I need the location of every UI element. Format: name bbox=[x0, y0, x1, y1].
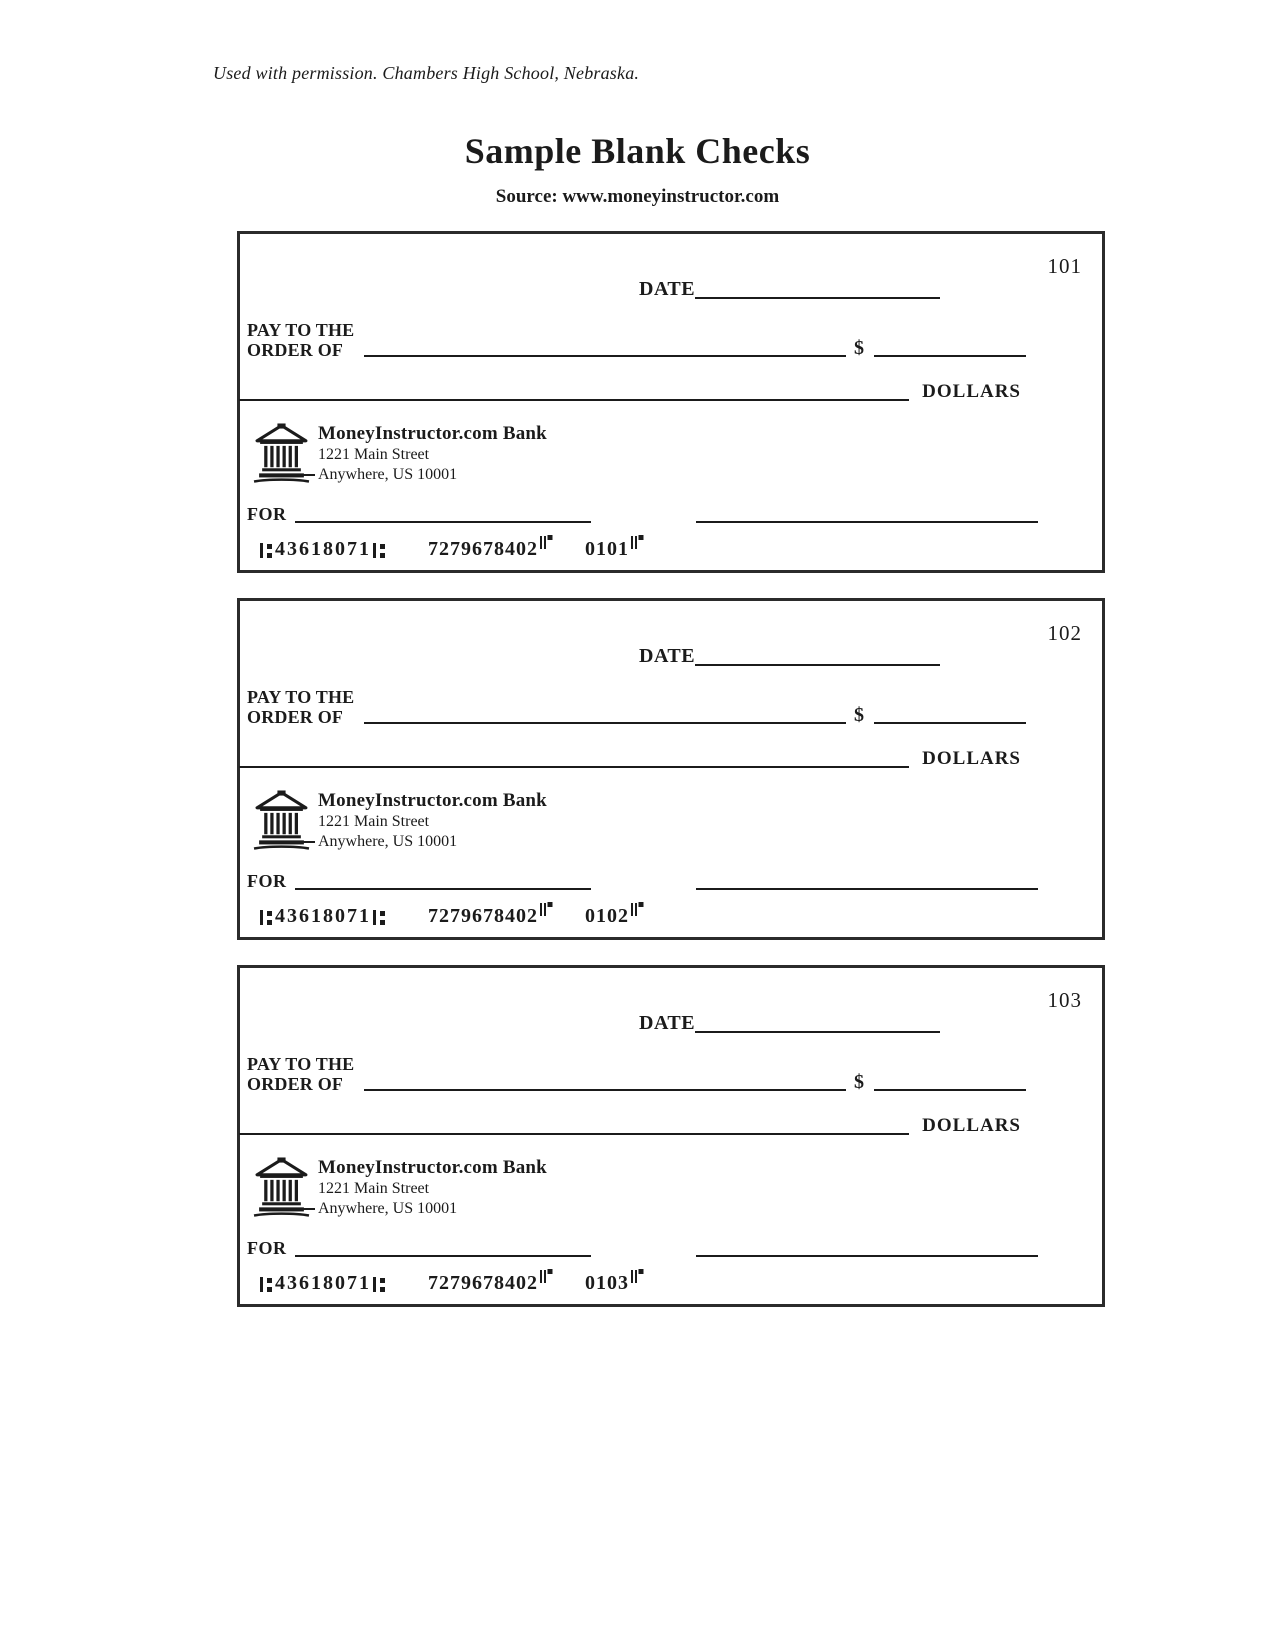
order-of-label: ORDER OF bbox=[247, 340, 344, 360]
memo-line bbox=[295, 520, 591, 523]
dollars-label: DOLLARS bbox=[922, 748, 1021, 769]
for-label: FOR bbox=[247, 504, 287, 524]
pay-to-order-label bbox=[247, 320, 354, 360]
for-label: FOR bbox=[247, 1238, 287, 1258]
signature-line bbox=[696, 1254, 1038, 1257]
micr-transit-icon bbox=[260, 1275, 273, 1295]
memo-row bbox=[247, 504, 1038, 525]
payee-line bbox=[364, 721, 846, 724]
attribution-text: Used with permission. Chambers High School, Nebraska. bbox=[213, 63, 640, 83]
bank-block bbox=[253, 789, 547, 852]
bank-city: Anywhere, US 10001 bbox=[318, 465, 547, 485]
micr-on-us-icon bbox=[540, 1269, 553, 1284]
micr-transit-icon bbox=[373, 1275, 386, 1295]
micr-on-us-icon bbox=[631, 1269, 644, 1284]
micr-transit-icon bbox=[373, 541, 386, 561]
page-title: Sample Blank Checks bbox=[464, 131, 811, 171]
date-row bbox=[639, 278, 940, 301]
memo-row bbox=[247, 871, 1038, 892]
micr-transit-icon bbox=[373, 908, 386, 928]
micr-account-number: 7279678402 bbox=[428, 905, 538, 927]
micr-transit-icon bbox=[260, 908, 273, 928]
check-number: 102 bbox=[1047, 621, 1082, 645]
micr-routing-number: 43618071 bbox=[275, 905, 371, 927]
checks-column bbox=[237, 231, 1105, 1332]
order-of-label: ORDER OF bbox=[247, 1074, 344, 1094]
for-label: FOR bbox=[247, 871, 287, 891]
date-label: DATE bbox=[639, 278, 696, 300]
payee-row bbox=[247, 687, 1026, 727]
memo-line bbox=[295, 1254, 591, 1257]
memo-row bbox=[247, 1238, 1038, 1259]
order-of-label: ORDER OF bbox=[247, 707, 344, 727]
payee-row bbox=[247, 1054, 1026, 1094]
dollars-label: DOLLARS bbox=[922, 381, 1021, 402]
micr-on-us-icon bbox=[540, 535, 553, 550]
payee-line bbox=[364, 354, 846, 357]
bank-name: MoneyInstructor.com Bank bbox=[318, 790, 547, 811]
micr-account-number: 7279678402 bbox=[428, 1272, 538, 1294]
blank-check-101 bbox=[237, 231, 1105, 573]
bank-street: 1221 Main Street bbox=[318, 446, 430, 463]
date-row bbox=[639, 645, 940, 668]
payee-row bbox=[247, 320, 1026, 360]
bank-city: Anywhere, US 10001 bbox=[318, 1199, 547, 1219]
check-number: 101 bbox=[1047, 254, 1082, 278]
pay-to-the-label: PAY TO THE bbox=[247, 687, 355, 707]
bank-city: Anywhere, US 10001 bbox=[318, 832, 547, 852]
dollar-sign-label: $ bbox=[854, 704, 864, 726]
bank-street: 1221 Main Street bbox=[318, 813, 430, 830]
micr-row bbox=[260, 538, 644, 561]
amount-line bbox=[874, 721, 1026, 724]
pay-to-order-label bbox=[247, 687, 354, 727]
dollar-sign-label: $ bbox=[854, 1071, 864, 1093]
amount-line bbox=[874, 1088, 1026, 1091]
date-label: DATE bbox=[639, 1012, 696, 1034]
bank-address-block bbox=[318, 789, 547, 852]
micr-on-us-icon bbox=[540, 902, 553, 917]
pay-to-order-label bbox=[247, 1054, 354, 1094]
date-row bbox=[639, 1012, 940, 1035]
check-number: 103 bbox=[1047, 988, 1082, 1012]
date-line bbox=[695, 663, 940, 666]
micr-account-number: 7279678402 bbox=[428, 538, 538, 560]
bank-address-block bbox=[318, 422, 547, 485]
micr-row bbox=[260, 1272, 644, 1295]
bank-address-block bbox=[318, 1156, 547, 1219]
micr-check-serial: 0102 bbox=[585, 905, 629, 927]
micr-transit-icon bbox=[260, 541, 273, 561]
blank-check-102 bbox=[237, 598, 1105, 940]
signature-line bbox=[696, 887, 1038, 890]
bank-block bbox=[253, 1156, 547, 1219]
micr-row bbox=[260, 905, 644, 928]
bank-name: MoneyInstructor.com Bank bbox=[318, 1157, 547, 1178]
bank-block bbox=[253, 422, 547, 485]
dollar-sign-label: $ bbox=[854, 337, 864, 359]
pay-to-the-label: PAY TO THE bbox=[247, 320, 355, 340]
dollars-row bbox=[239, 381, 1021, 403]
bank-name: MoneyInstructor.com Bank bbox=[318, 423, 547, 444]
source-line: Source: www.moneyinstructor.com bbox=[495, 186, 780, 207]
written-amount-line bbox=[239, 398, 909, 401]
micr-check-serial: 0101 bbox=[585, 538, 629, 560]
micr-routing-number: 43618071 bbox=[275, 1272, 371, 1294]
blank-check-103 bbox=[237, 965, 1105, 1307]
date-line bbox=[695, 1030, 940, 1033]
payee-line bbox=[364, 1088, 846, 1091]
pay-to-the-label: PAY TO THE bbox=[247, 1054, 355, 1074]
date-label: DATE bbox=[639, 645, 696, 667]
micr-on-us-icon bbox=[631, 902, 644, 917]
dollars-label: DOLLARS bbox=[922, 1115, 1021, 1136]
amount-line bbox=[874, 354, 1026, 357]
written-amount-line bbox=[239, 1132, 909, 1135]
micr-routing-number: 43618071 bbox=[275, 538, 371, 560]
dollars-row bbox=[239, 748, 1021, 770]
bank-street: 1221 Main Street bbox=[318, 1180, 430, 1197]
memo-line bbox=[295, 887, 591, 890]
signature-line bbox=[696, 520, 1038, 523]
written-amount-line bbox=[239, 765, 909, 768]
micr-on-us-icon bbox=[631, 535, 644, 550]
micr-check-serial: 0103 bbox=[585, 1272, 629, 1294]
dollars-row bbox=[239, 1115, 1021, 1137]
date-line bbox=[695, 296, 940, 299]
